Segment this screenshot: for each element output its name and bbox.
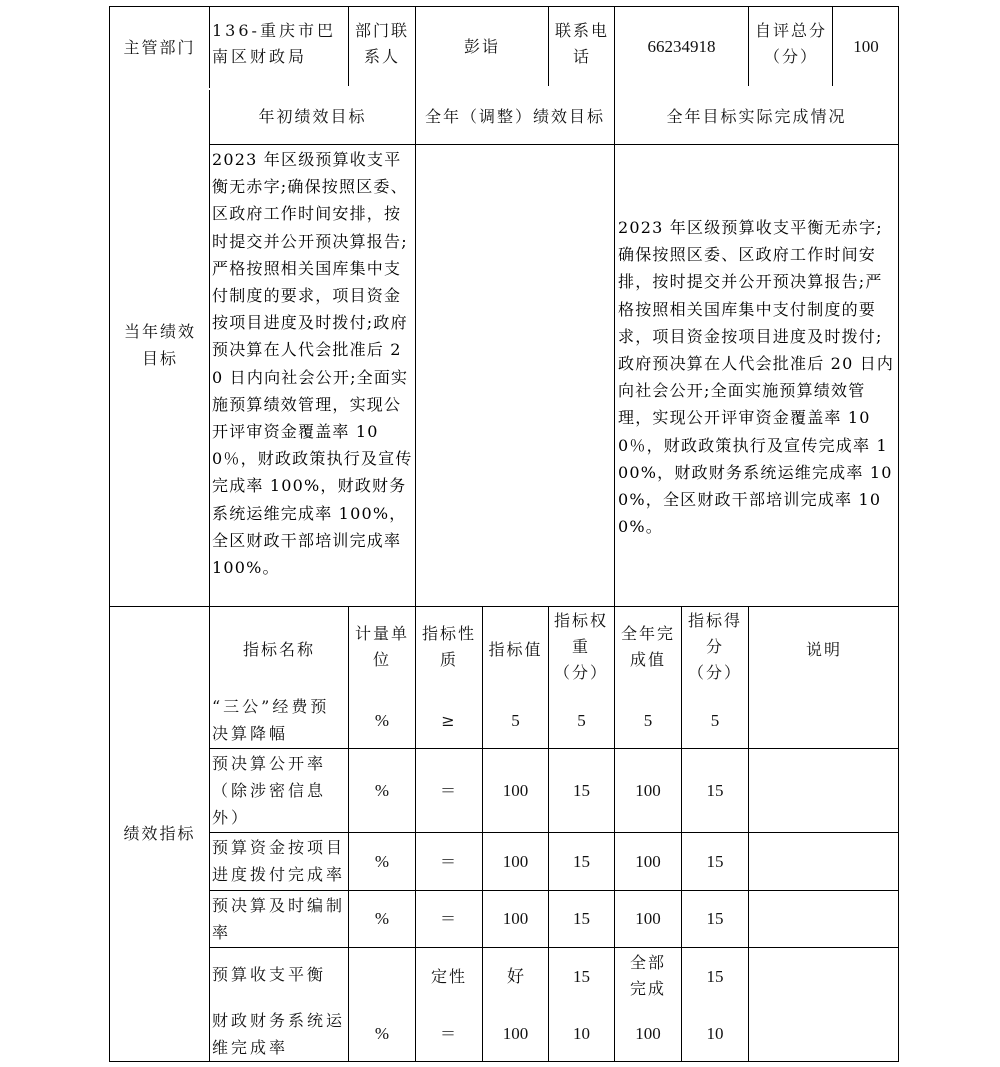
phone-value: 66234918 (647, 36, 716, 56)
score-value: 100 (853, 36, 879, 56)
indicator-weight: 5 (577, 710, 586, 730)
indicator-weight: 15 (573, 780, 590, 800)
indicator-weight: 15 (573, 966, 590, 986)
divider (348, 6, 349, 86)
indicator-unit: % (374, 710, 390, 730)
indicator-note (749, 890, 899, 947)
indicator-unit: % (374, 851, 390, 871)
indicator-note (749, 1005, 899, 1062)
indicator-name: 预决算公开率（除涉密信息外） (212, 753, 327, 827)
divider (748, 6, 749, 86)
indicator-unit (349, 947, 415, 1005)
indicator-actual: 全部完成 (629, 953, 666, 998)
col-adjusted-target: 全年（调整）绩效目标 (424, 106, 605, 126)
indicator-weight: 15 (573, 909, 590, 928)
indicator-nature: ≥ (441, 710, 457, 730)
indicator-nature: ＝ (439, 1024, 458, 1043)
contact-value: 彭诣 (463, 36, 500, 56)
indicator-note (749, 832, 899, 890)
indicator-unit: % (374, 1024, 390, 1043)
indicator-actual: 5 (643, 710, 653, 730)
indicator-target: 100 (502, 1024, 529, 1043)
col-indicator-name: 指标名称 (242, 639, 315, 659)
indicator-score: 10 (706, 1024, 724, 1043)
col-actual-value: 全年完成值 (620, 624, 675, 669)
dept-label: 主管部门 (123, 37, 196, 57)
indicator-unit: % (374, 780, 390, 800)
indicator-target: 好 (507, 966, 524, 986)
divider (548, 6, 549, 86)
indicator-actual: 100 (635, 851, 661, 871)
indicator-target: 100 (502, 909, 529, 928)
indicator-name: 财政财务系统运维完成率 (212, 1010, 346, 1057)
divider (415, 145, 416, 606)
col-initial-target: 年初绩效目标 (258, 106, 367, 126)
col-actual-completion: 全年目标实际完成情况 (666, 106, 847, 126)
indicator-score: 15 (706, 909, 724, 928)
score-label: 自评总分（分） (754, 21, 827, 66)
indicator-target: 100 (502, 851, 529, 871)
col-score: 指标得分（分） (687, 611, 742, 682)
col-unit: 计量单位 (354, 624, 409, 669)
divider (209, 144, 899, 145)
indicator-note (749, 692, 899, 748)
indicator-weight: 10 (573, 1024, 590, 1043)
actual-completion-text: 2023 年区级预算收支平衡无赤字;确保按照区委、区政府工作时间安排，按时提交并公开预决算报告;严格按照相关国库集中支付制度的要求，项目资金按项目进度及时拨付;政府预决算在人代会批准后 20 日内向社会公开;全面实施预算绩效管理，实现公开评审资金覆盖率 100％，财政政策执行及宣传完成率 100%，财政财务系统运维完成率 100%，全区财政干部培训完成率 100%。 (618, 218, 895, 537)
col-note: 说明 (805, 639, 842, 659)
indicator-actual: 100 (635, 1024, 661, 1043)
indicator-nature: 定性 (430, 966, 467, 986)
indicator-name: 预算资金按项目进度拨付完成率 (212, 838, 346, 884)
targets-row-label: 当年绩效目标 (123, 322, 196, 368)
indicator-target: 5 (511, 710, 520, 730)
indicator-score: 15 (706, 780, 724, 800)
col-nature: 指标性质 (421, 624, 476, 669)
indicator-weight: 15 (573, 851, 590, 871)
indicator-unit: % (374, 909, 390, 928)
indicator-actual: 100 (635, 780, 661, 800)
indicator-score: 5 (710, 710, 720, 730)
indicator-nature: ＝ (439, 851, 458, 871)
indicator-nature: ＝ (439, 780, 458, 800)
indicator-name: 预算收支平衡 (212, 965, 327, 984)
initial-target-text: 2023 年区级预算收支平衡无赤字;确保按照区委、区政府工作时间安排，按时提交并公开预决算报告;严格按照相关国库集中支付制度的要求，项目资金按项目进度及时拨付;政府预决算在人代会批准后 20 日内向社会公开;全面实施预算绩效管理，实现公开评审资金覆盖率 100％，财政政策执行及宣传完成率 100%，财政财务系统运维完成率 100%，全区财政干部培训完成率 100%。 (212, 150, 413, 578)
divider (209, 90, 210, 1062)
indicator-target: 100 (502, 780, 529, 800)
indicator-name: 预决算及时编制率 (212, 895, 346, 942)
divider (209, 6, 210, 88)
indicator-name: “三公”经费预决算降幅 (212, 697, 330, 743)
indicator-note (749, 748, 899, 832)
indicator-note (749, 947, 899, 1005)
dept-value: 136-重庆市巴南区财政局 (212, 21, 336, 66)
indicator-actual: 100 (635, 909, 661, 928)
indicator-score: 15 (706, 851, 724, 871)
col-weight: 指标权重（分） (553, 611, 608, 682)
contact-label: 部门联系人 (354, 21, 409, 66)
indicators-row-label: 绩效指标 (123, 823, 196, 843)
border-left (109, 6, 110, 1062)
phone-label: 联系电话 (554, 21, 609, 66)
col-target-value: 指标值 (488, 639, 543, 659)
indicator-nature: ＝ (439, 909, 458, 928)
indicator-score: 15 (706, 966, 724, 986)
